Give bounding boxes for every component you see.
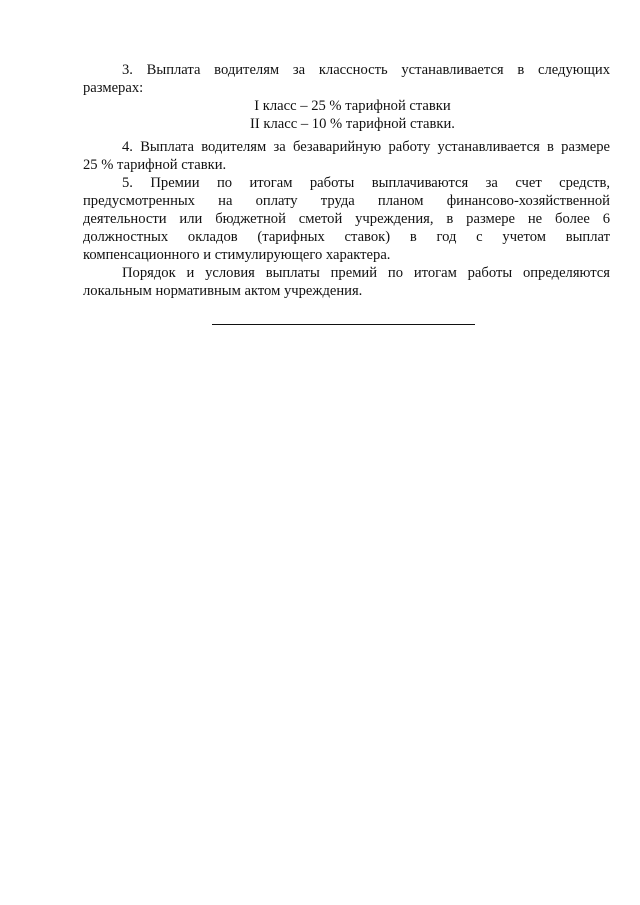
- class-list: [83, 97, 610, 133]
- paragraph-4-line-2: 25 % тарифной ставки.: [83, 157, 227, 173]
- paragraph-6-line-1: Порядок и условия выплаты премий по итогам работы определяются: [122, 265, 610, 281]
- paragraph-5-line-5: компенсационного и стимулирующего характера.: [83, 247, 391, 263]
- paragraph-5-line-3: деятельности или бюджетной сметой учреждения, в размере не более 6: [83, 211, 610, 227]
- document-page: [83, 61, 610, 300]
- paragraph-6: [83, 264, 610, 300]
- class-list-item-1: I класс – 25 % тарифной ставки: [254, 98, 451, 114]
- paragraph-3-line-2: размерах:: [83, 80, 144, 96]
- paragraph-6-line-2: локальным нормативным актом учреждения.: [83, 283, 363, 299]
- paragraph-4: [83, 138, 610, 174]
- paragraph-5-line-4: должностных окладов (тарифных ставок) в год с учетом выплат: [83, 229, 610, 245]
- class-list-item-2: II класс – 10 % тарифной ставки.: [250, 116, 455, 132]
- paragraph-3: [83, 61, 610, 97]
- paragraph-5-line-2: предусмотренных на оплату труда планом финансово-хозяйственной: [83, 193, 610, 209]
- paragraph-4-line-1: 4. Выплата водителям за безаварийную работу устанавливается в размере: [122, 139, 610, 155]
- paragraph-3-line-1: 3. Выплата водителям за классность устанавливается в следующих: [122, 62, 610, 78]
- paragraph-5: [83, 174, 610, 264]
- separator-line: [212, 324, 475, 325]
- paragraph-5-line-1: 5. Премии по итогам работы выплачиваются за счет средств,: [122, 175, 610, 191]
